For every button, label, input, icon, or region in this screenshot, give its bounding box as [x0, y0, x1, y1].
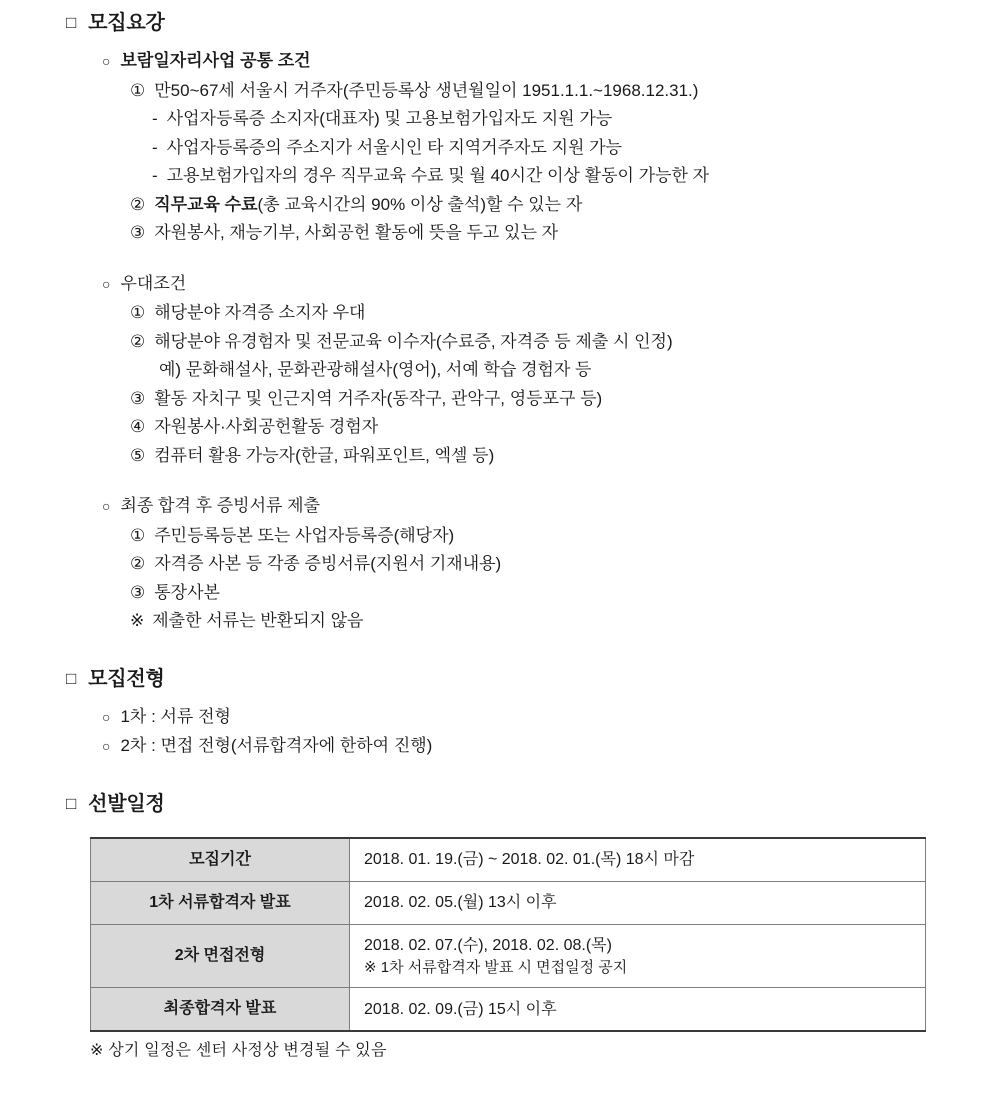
- item-text: 해당분야 유경험자 및 전문교육 이수자(수료증, 자격증 등 제출 시 인정): [154, 331, 673, 351]
- spacer: [20, 249, 972, 271]
- circle-bullet-icon: ○: [102, 708, 111, 725]
- list-item: [130, 192, 972, 218]
- group-heading-final-documents: [102, 493, 972, 519]
- row-label: 모집기간: [91, 838, 350, 882]
- list-item: [152, 106, 972, 132]
- circle-bullet-icon: ○: [102, 275, 111, 292]
- schedule-table: [90, 837, 926, 1033]
- table-row: [91, 924, 926, 988]
- note-mark-icon: ※: [130, 611, 145, 630]
- group-heading-preferred-conditions: [102, 271, 972, 297]
- item-dash: -: [152, 166, 158, 185]
- item-number: ③: [130, 388, 146, 408]
- item-text: 자격증 사본 등 각종 증빙서류(지원서 기재내용): [154, 554, 502, 573]
- section-title: 선발일정: [88, 792, 165, 815]
- circle-bullet-icon: ○: [102, 498, 111, 514]
- item-text: 사업자등록증의 주소지가 서울시인 타 지역거주자도 지원 가능: [166, 137, 622, 157]
- row-value: [350, 924, 926, 988]
- item-text: 활동 자치구 및 인근지역 거주자(동작구, 관악구, 영등포구 등): [154, 388, 603, 408]
- schedule-table-wrapper: [90, 837, 926, 1033]
- item-number: ②: [130, 331, 146, 351]
- item-number: ①: [130, 303, 146, 322]
- list-item-note: [130, 608, 972, 634]
- list-item: [130, 300, 972, 326]
- item-text: 통장사본: [154, 582, 220, 602]
- item-number: ①: [130, 525, 146, 545]
- item-number: ①: [130, 80, 146, 100]
- table-row: [91, 988, 926, 1032]
- item-text: 제출한 서류는 반환되지 않음: [152, 611, 364, 630]
- schedule-table-footnote: ※ 상기 일정은 센터 사정상 변경될 수 있음: [90, 1042, 387, 1060]
- list-item: [130, 443, 972, 469]
- row-label: 2차 면접전형: [91, 924, 350, 988]
- square-bullet-icon: □: [66, 13, 77, 32]
- list-item: [152, 163, 972, 189]
- section-heading-selection-schedule: [66, 789, 972, 819]
- list-item: [102, 704, 972, 730]
- list-item: [130, 329, 972, 355]
- list-item: [130, 414, 972, 440]
- item-text: 고용보험가입자의 경우 직무교육 수료 및 월 40시간 이상 활동이 가능한 자: [166, 166, 710, 185]
- circle-bullet-icon: ○: [102, 738, 111, 754]
- row-value-main: 2018. 02. 07.(수), 2018. 02. 08.(목): [364, 936, 612, 954]
- item-dash: -: [152, 109, 158, 128]
- group-heading-label: 우대조건: [120, 273, 187, 293]
- item-text-emphasis: 직무교육 수료: [154, 194, 258, 214]
- table-row: [91, 838, 926, 882]
- item-text-rest: (총 교육시간의 90% 이상 출석)할 수 있는 자: [257, 194, 583, 214]
- row-value: [350, 881, 926, 924]
- square-bullet-icon: □: [66, 668, 77, 688]
- list-item: [130, 78, 972, 104]
- item-text: 해당분야 자격증 소지자 우대: [154, 303, 366, 322]
- square-bullet-icon: □: [66, 793, 77, 813]
- spacer: [20, 471, 972, 493]
- item-number: ②: [130, 554, 146, 573]
- row-value: [350, 838, 926, 882]
- group-heading-common-conditions: [102, 48, 972, 74]
- group-heading-label: 최종 합격 후 증빙서류 제출: [120, 496, 321, 515]
- item-text: 사업자등록증 소지자(대표자) 및 고용보험가입자도 지원 가능: [166, 109, 613, 128]
- list-item-example: 예) 문화해설사, 문화관광해설사(영어), 서예 학습 경험자 등: [159, 360, 592, 379]
- section-heading-recruitment-guideline: [66, 8, 972, 38]
- group-heading-label: 보람일자리사업 공통 조건: [120, 51, 311, 70]
- list-item: [130, 220, 972, 246]
- item-dash: -: [152, 137, 158, 157]
- item-text: 자원봉사·사회공헌활동 경험자: [154, 417, 379, 436]
- row-value-main: 2018. 02. 09.(금) 15시 이후: [364, 1000, 557, 1018]
- list-item: [130, 580, 972, 606]
- item-number: ③: [130, 223, 146, 242]
- section-title: 모집요강: [88, 12, 165, 34]
- row-label: 최종합격자 발표: [91, 988, 350, 1032]
- list-item: [102, 733, 972, 759]
- list-item: [152, 135, 972, 161]
- item-text: 만50~67세 서울시 거주자(주민등록상 생년월일이 1951.1.1.~1968.12.31.): [154, 80, 699, 100]
- item-text: 자원봉사, 재능기부, 사회공헌 활동에 뜻을 두고 있는 자: [154, 223, 559, 242]
- table-row: [91, 881, 926, 924]
- item-text: 주민등록등본 또는 사업자등록증(해당자): [154, 525, 455, 545]
- item-number: ③: [130, 582, 146, 602]
- row-value: [350, 988, 926, 1032]
- row-label: 1차 서류합격자 발표: [91, 881, 350, 924]
- row-value-note: ※ 1차 서류합격자 발표 시 면접일정 공지: [364, 958, 628, 976]
- item-number: ②: [130, 194, 146, 214]
- section-heading-selection-process: [66, 664, 972, 694]
- item-number: ⑤: [130, 445, 146, 465]
- item-text: 2차 : 면접 전형(서류합격자에 한하여 진행): [120, 736, 433, 755]
- item-text: 컴퓨터 활용 가능자(한글, 파워포인트, 엑셀 등): [154, 445, 495, 465]
- section-title: 모집전형: [88, 667, 165, 690]
- row-value-main: 2018. 01. 19.(금) ~ 2018. 02. 01.(목) 18시 마감: [364, 850, 695, 868]
- item-text: 1차 : 서류 전형: [120, 706, 231, 726]
- item-text: [154, 192, 972, 218]
- circle-bullet-icon: ○: [102, 53, 111, 69]
- list-item: [130, 523, 972, 549]
- list-item: [130, 386, 972, 412]
- row-value-main: 2018. 02. 05.(월) 13시 이후: [364, 893, 557, 911]
- item-number: ④: [130, 417, 146, 436]
- list-item: [130, 551, 972, 577]
